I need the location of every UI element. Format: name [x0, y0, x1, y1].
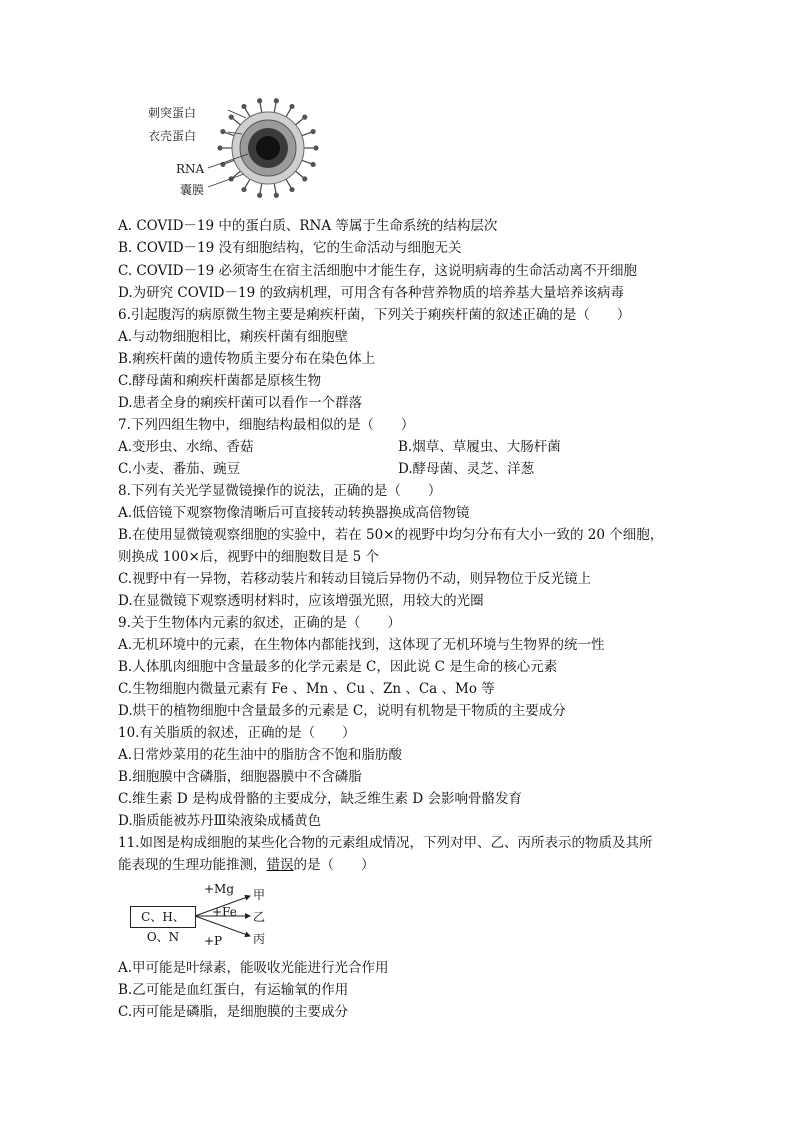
q10-option-b: B.细胞膜中含磷脂，细胞器膜中不含磷脂	[118, 769, 362, 785]
virus-spike-tip	[229, 115, 234, 120]
virus-spike-tip	[241, 104, 246, 109]
q10-option-c: C.维生素 D 是构成骨骼的主要成分，缺乏维生素 D 会影响骨骼发育	[118, 791, 522, 807]
label-capsid-protein: 衣壳蛋白	[148, 129, 197, 143]
arrow-label-p: +P	[204, 934, 223, 948]
virus-spike-tip	[257, 98, 262, 103]
virus-spike-tip	[274, 98, 279, 103]
q6-option-a: A.与动物细胞相比，痢疾杆菌有细胞壁	[118, 329, 349, 345]
q10-stem: 10.有关脂质的叙述，正确的是（ ）	[118, 725, 356, 741]
arrow-label-mg: +Mg	[204, 882, 235, 896]
product-jia: 甲	[253, 888, 266, 902]
product-bing: 丙	[253, 932, 266, 946]
q10-option-d: D.脂质能被苏丹Ⅲ染液染成橘黄色	[118, 813, 322, 829]
q11-stem-prefix: 能表现的生理功能推测，	[118, 857, 267, 873]
arrow-label-fe: +Fe	[212, 905, 237, 919]
q5-option-c: C. COVID－19 必须寄生在宿主活细胞中才能生存，这说明病毒的生命活动离不开细胞	[118, 263, 637, 279]
q11-stem-line1: 11.如图是构成细胞的某些化合物的元素组成情况，下列对甲、乙、丙所表示的物质及其所	[118, 835, 653, 851]
q8-option-a: A.低倍镜下观察物像清晰后可直接转动转换器换成高倍物镜	[118, 505, 470, 521]
q6-option-b: B.痢疾杆菌的遗传物质主要分布在染色体上	[118, 351, 376, 367]
q9-stem: 9.关于生物体内元素的叙述，正确的是（ ）	[118, 615, 401, 631]
q11-stem-emphasis: 错误	[266, 857, 294, 873]
q11-stem-line2	[118, 855, 375, 875]
q8-option-b: B.在使用显微镜观察细胞的实验中，若在 50×的视野中均匀分布有大小一致的 20 个细胞，	[118, 527, 664, 543]
virus-spike-tip	[302, 176, 307, 181]
virus-spike-tip	[311, 162, 316, 167]
q7-option-d: D.酵母菌、灵芝、洋葱	[398, 461, 535, 477]
virus-spike-tip	[289, 104, 294, 109]
q9-option-a: A.无机环境中的元素，在生物体内都能找到，这体现了无机环境与生物界的统一性	[118, 637, 605, 653]
virus-spike-tip	[220, 129, 225, 134]
q8-option-d: D.在显微镜下观察透明材料时，应该增强光照，用较大的光圈	[118, 593, 484, 609]
q7-stem: 7.下列四组生物中，细胞结构最相似的是（ ）	[118, 417, 415, 433]
q8-option-c: C.视野中有一异物，若移动装片和转动目镜后异物仍不动，则异物位于反光镜上	[118, 571, 592, 587]
q11-stem-suffix: 的是（ ）	[293, 857, 375, 873]
q5-option-d: D.为研究 COVID－19 的致病机理，可用含有各种营养物质的培养基大量培养该病毒	[118, 285, 624, 301]
virus-spike-tip	[313, 145, 318, 150]
q6-option-d: D.患者全身的痢疾杆菌可以看作一个群落	[118, 395, 363, 411]
q5-option-b: B. COVID－19 没有细胞结构，它的生命活动与细胞无关	[118, 240, 462, 256]
q8-stem: 8.下列有关光学显微镜操作的说法，正确的是（ ）	[118, 483, 442, 499]
q7-option-b: B.烟草、草履虫、大肠杆菌	[398, 439, 561, 455]
virus-spike-tip	[274, 193, 279, 198]
label-rna: RNA	[176, 162, 205, 176]
virus-spike-tip	[241, 187, 246, 192]
q11-option-a: A.甲可能是叶绿素，能吸收光能进行光合作用	[118, 960, 389, 976]
q9-option-c: C.生物细胞内微量元素有 Fe 、Mn 、Cu 、Zn 、Ca 、Mo 等	[118, 681, 495, 697]
virus-spike-tip	[289, 187, 294, 192]
q7-option-a: A.变形虫、水绵、香菇	[118, 439, 254, 455]
label-envelope: 囊膜	[180, 183, 205, 197]
product-yi: 乙	[253, 910, 266, 924]
q6-stem: 6.引起腹泻的病原微生物主要是痢疾杆菌，下列关于痢疾杆菌的叙述正确的是（ ）	[118, 307, 631, 323]
q7-option-c: C.小麦、番茄、豌豆	[118, 461, 241, 477]
q8-option-b-cont: 则换成 100×后，视野中的细胞数目是 5 个	[118, 549, 380, 565]
virus-spike-tip	[302, 115, 307, 120]
virus-spike-tip	[257, 193, 262, 198]
q11-option-c: C.丙可能是磷脂，是细胞膜的主要成分	[118, 1004, 349, 1020]
q5-option-a: A. COVID－19 中的蛋白质、RNA 等属于生命系统的结构层次	[118, 218, 498, 234]
label-spike-protein: 刺突蛋白	[148, 106, 197, 120]
q6-option-c: C.酵母菌和痢疾杆菌都是原核生物	[118, 373, 322, 389]
element-box: C、H、O、N	[130, 906, 196, 928]
q9-option-b: B.人体肌肉细胞中含量最多的化学元素是 C，因此说 C 是生命的核心元素	[118, 659, 558, 675]
q9-option-d: D.烘干的植物细胞中含量最多的元素是 C，说明有机物是干物质的主要成分	[118, 703, 566, 719]
q11-option-b: B.乙可能是血红蛋白，有运输氧的作用	[118, 982, 349, 998]
virus-spike-tip	[217, 145, 222, 150]
virus-spike-tip	[311, 129, 316, 134]
q10-option-a: A.日常炒菜用的花生油中的脂肪含不饱和脂肪酸	[118, 747, 403, 763]
